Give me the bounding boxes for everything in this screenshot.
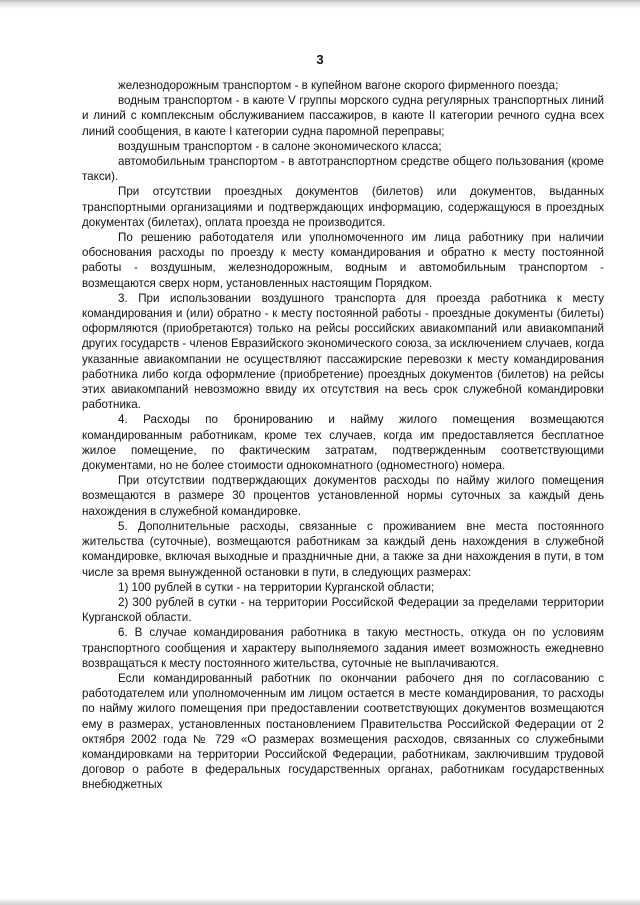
paragraph-road-transport: автомобильным транспортом - в автотранспортном средстве общего пользования (кроме такси). xyxy=(82,155,604,184)
page-number: 3 xyxy=(316,52,324,67)
document-body xyxy=(82,78,604,793)
paragraph-no-tickets: При отсутствии проездных документов (билетов) или документов, выданных транспортными организациями и подтверждающих информацию, содержащуюся в проездных документах (билетах), оплата проезда не производится. xyxy=(82,185,604,229)
paragraph-rail-transport: железнодорожным транспортом - в купейном вагоне скорого фирменного поезда; xyxy=(118,79,559,92)
paragraph-water-transport: водным транспортом - в каюте V группы морского судна регулярных транспортных линий и линий с комплексным обслуживанием пассажиров, в каюте II категории речного судна всех линий сообщения, в каюте I категории судна паромной переправы; xyxy=(82,94,604,138)
paragraph-air-transport: воздушным транспортом - в салоне экономического класса; xyxy=(118,139,442,153)
paragraph-item-5: 5. Дополнительные расходы, связанные с проживанием вне места постоянного жительства (суточные), возмещаются работникам за каждый день нахождения в служебной командировке, включая выходные и праздничные дни, а также за дни нахождения в пути, в том числе за время вынужденной остановки в пути, в следующих размерах: xyxy=(82,519,604,579)
paragraph-no-housing-documents: При отсутствии подтверждающих документов расходы по найму жилого помещения возмещаются в размере 30 процентов установленной нормы суточных за каждый день нахождения в служебной командировке. xyxy=(82,474,604,518)
paragraph-stay-after-work: Если командированный работник по окончании рабочего дня по согласованию с работодателем или уполномоченным им лицом остается в месте командирования, то расходы по найму жилого помещения при предоставлении соответствующих документов возмещаются ему в размерах, установленных постановлением Правительства Российской Федерации от 2 октября 2002 года № 729 «О размерах возмещения расходов, связанных со служебными командировками на территории Российской Федерации, работникам, заключившим трудовой договор о работе в федеральных государственных органах, работникам государственных внебюджетных xyxy=(82,671,604,792)
scan-edge-top xyxy=(0,0,640,9)
paragraph-employer-decision: По решению работодателя или уполномоченного им лица работнику при наличии обоснования расходы по проезду к месту командирования и обратно к месту постоянной работы - воздушным, железнодорожным, водным и автомобильным транспортом - возмещаются сверх норм, установленных настоящим Порядком. xyxy=(82,231,604,290)
paragraph-rate-russia: 2) 300 рублей в сутки - на территории Российской Федерации за пределами территории Курганской области. xyxy=(82,595,604,625)
paragraph-item-6: 6. В случае командирования работника в такую местность, откуда он по условиям транспортного сообщения и характеру выполняемого задания имеет возможность ежедневно возвращаться к месту постоянного жительства, суточные не выплачиваются. xyxy=(82,626,604,670)
paragraph-item-4: 4. Расходы по бронированию и найму жилого помещения возмещаются командированным работникам, кроме тех случаев, когда им предоставляется бесплатное жилое помещение, по фактическим затратам, подтвержденным соответствующими документами, но не более стоимости однокомнатного (одноместного) номера. xyxy=(82,413,604,473)
paragraph-item-3: 3. При использовании воздушного транспорта для проезда работника к месту командирования и (или) обратно - к месту постоянной работы - проездные документы (билеты) оформляются (приобретаются) только на рейсы российских авиакомпаний или авиакомпаний других государств - членов Евразийского экономического союза, за исключением случаев, когда указанные авиакомпании не осуществляют пассажирские перевозки к месту командирования работника либо когда оформление (приобретение) проездных документов (билетов) на рейсы этих авиакомпаний невозможно ввиду их отсутствия на весь срок служебной командировки работника. xyxy=(82,291,604,412)
scan-edge-bottom xyxy=(0,898,640,905)
paragraph-rate-kurgan: 1) 100 рублей в сутки - на территории Курганской области; xyxy=(118,580,435,594)
